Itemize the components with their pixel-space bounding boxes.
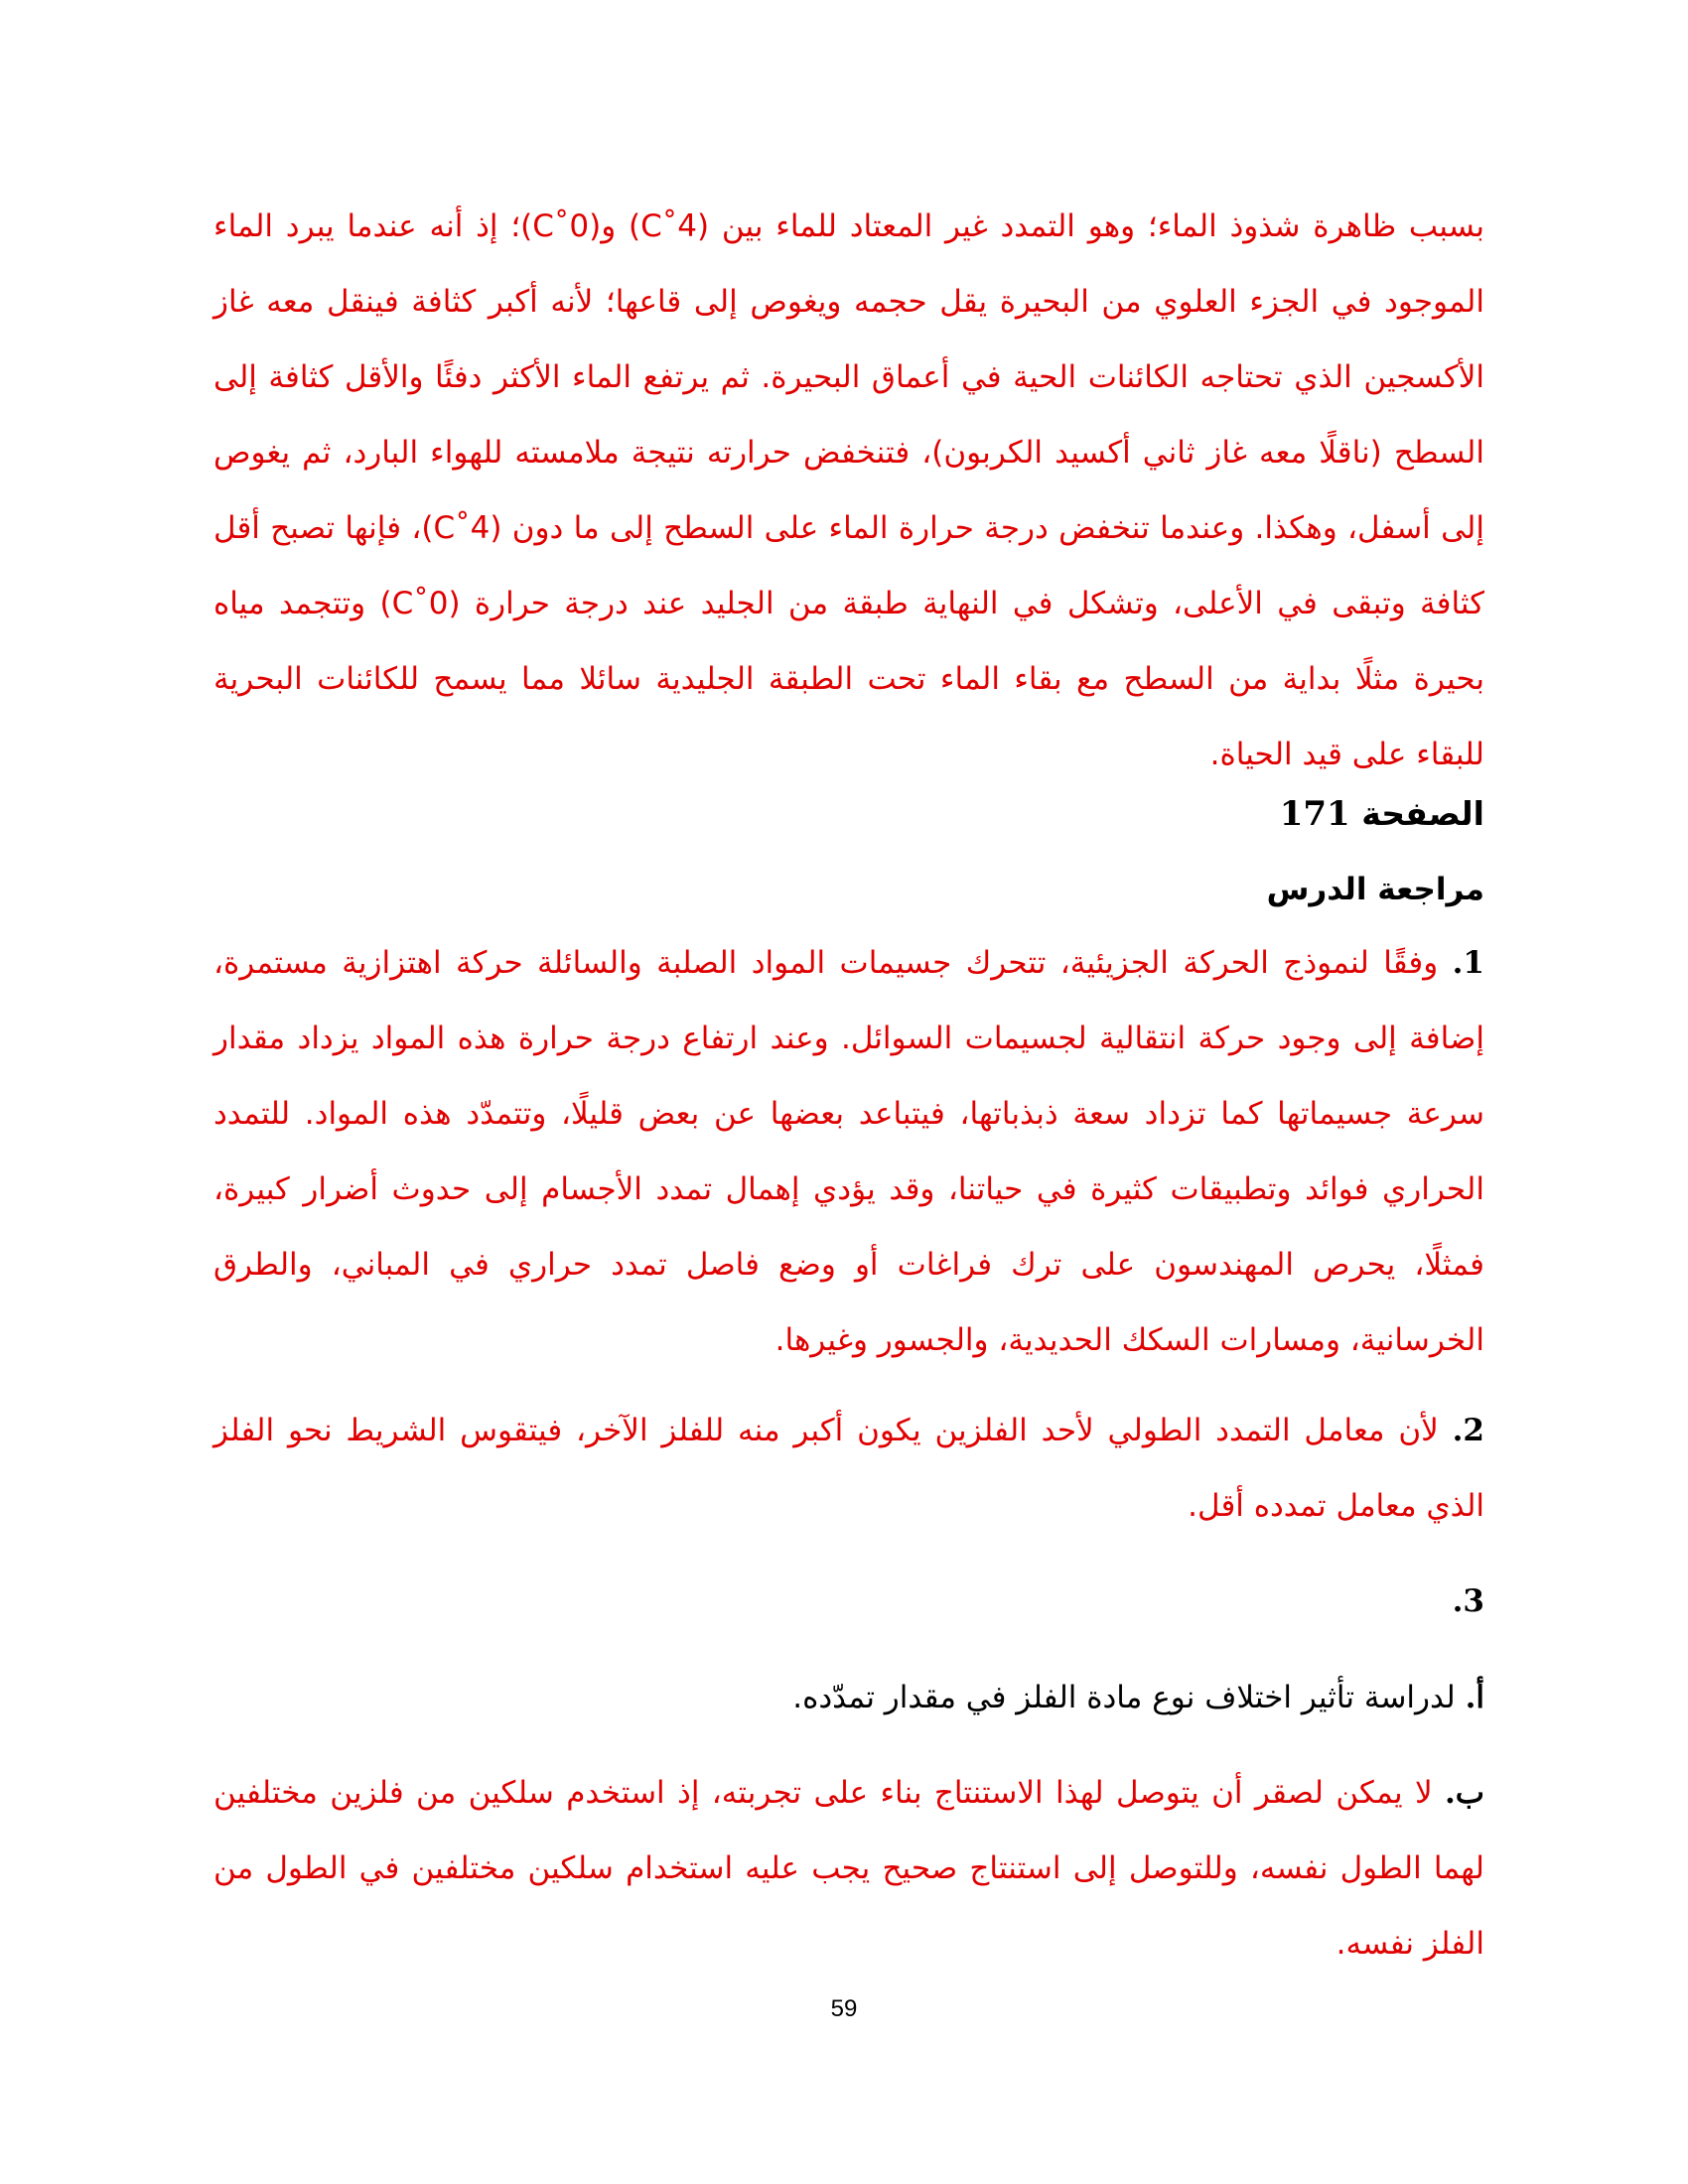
- answer-3-number: 3.: [1452, 1583, 1484, 1619]
- answer-3b-text: لا يمكن لصقر أن يتوصل لهذا الاستنتاج بناء على تجربته، إذ استخدم سلكين من فلزين مختلفين لهما الطول نفسه، وللتوصل إلى استنتاج صحيح يجب عليه استخدام سلكين مختلفين في الطول من الفلز نفسه.: [213, 1775, 1484, 1962]
- intro-paragraph-text: بسبب ظاهرة شذوذ الماء؛ وهو التمدد غير المعتاد للماء بين (4˚C) و(0˚C)؛ إذ أنه عندما يبرد الماء الموجود في الجزء العلوي من البحيرة يقل حجمه ويغوص إلى قاعها؛ لأنه أكبر كثافة فينقل معه غاز الأكسجين الذي تحتاجه الكائنات الحية في أعماق البحيرة. ثم يرتفع الماء الأكثر دفئًا والأقل كثافة إلى السطح (ناقلًا معه غاز ثاني أكسيد الكربون)، فتنخفض حرارته نتيجة ملامسته للهواء البارد، ثم يغوص إلى أسفل، وهكذا. وعندما تنخفض درجة حرارة الماء على السطح إلى ما دون (4˚C)، فإنها تصبح أقل كثافة وتبقى في الأعلى، وتشكل في النهاية طبقة من الجليد عند درجة حرارة (0˚C) وتتجمد مياه بحيرة مثلًا بداية من السطح مع بقاء الماء تحت الطبقة الجليدية سائلا مما يسمح للكائنات البحرية للبقاء على قيد الحياة.: [213, 208, 1484, 772]
- section-heading: [213, 872, 1484, 907]
- answer-3b-letter: ب.: [1445, 1775, 1484, 1811]
- answer-2-text: لأن معامل التمدد الطولي لأحد الفلزين يكون أكبر منه للفلز الآخر، فيتقوس الشريط نحو الفلز الذي معامل تمدده أقل.: [213, 1413, 1484, 1524]
- answer-3b: [213, 1755, 1484, 1981]
- page-heading-number: 171: [1279, 794, 1350, 834]
- answer-3: [213, 1564, 1484, 1639]
- page-heading-label: الصفحة: [1361, 794, 1484, 833]
- answer-3a: [213, 1660, 1484, 1735]
- answer-1-text: وفقًا لنموذج الحركة الجزيئية، تتحرك جسيمات المواد الصلبة والسائلة حركة اهتزازية مستمرة، إضافة إلى وجود حركة انتقالية لجسيمات السوائل. وعند ارتفاع درجة حرارة هذه المواد يزداد مقدار سرعة جسيماتها كما تزداد سعة ذبذباتها، فيتباعد بعضها عن بعض قليلًا، وتتمدّد هذه المواد. للتمدد الحراري فوائد وتطبيقات كثيرة في حياتنا، وقد يؤدي إهمال تمدد الأجسام إلى حدوث أضرار كبيرة، فمثلًا، يحرص المهندسون على ترك فراغات أو وضع فاصل تمدد حراري في المباني، والطرق الخرسانية، ومسارات السكك الحديدية، والجسور وغيرها.: [213, 945, 1484, 1358]
- answer-2-number: 2.: [1452, 1413, 1484, 1448]
- page-number: 59: [830, 1995, 858, 2022]
- answer-1-number: 1.: [1452, 945, 1484, 981]
- answer-3a-letter: أ.: [1465, 1680, 1484, 1715]
- answer-3a-text: لدراسة تأثير اختلاف نوع مادة الفلز في مقدار تمدّده.: [792, 1680, 1466, 1715]
- answer-2: [213, 1393, 1484, 1544]
- section-heading-text: مراجعة الدرس: [1266, 872, 1484, 907]
- intro-paragraph: [213, 189, 1484, 792]
- page-heading: [213, 794, 1484, 834]
- answer-1: [213, 925, 1484, 1378]
